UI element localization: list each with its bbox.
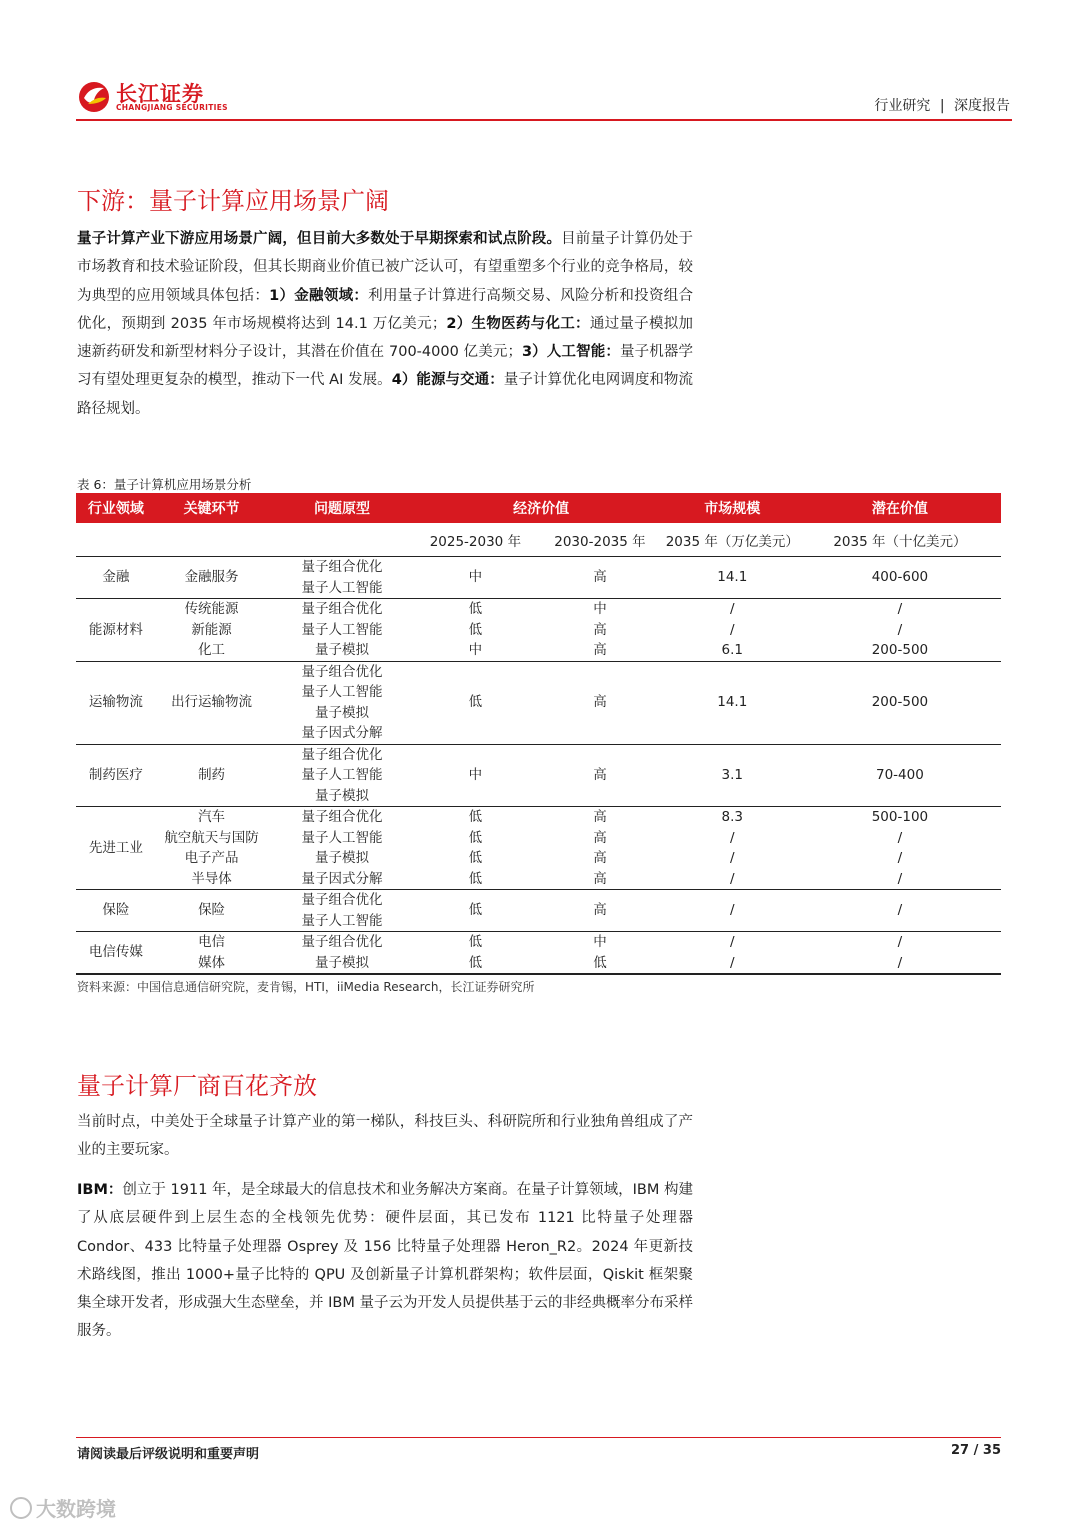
e1-cell bbox=[417, 599, 535, 662]
header-economic-value: 经济价值 bbox=[417, 493, 666, 523]
segment-line: 传统能源 bbox=[184, 601, 239, 617]
category-label: 行业研究 bbox=[874, 98, 931, 114]
econ-2025-2030-line: 低 bbox=[468, 870, 483, 887]
potential-cell bbox=[799, 890, 1001, 932]
potential-cell bbox=[799, 744, 1001, 807]
econ-2030-2035-line: 高 bbox=[593, 694, 607, 711]
item4-label: 4）能源与交通： bbox=[391, 372, 504, 389]
industry-cell: 制药医疗 bbox=[76, 744, 156, 807]
problem-line: 量子模拟 bbox=[315, 954, 369, 971]
potential-value-line: / bbox=[897, 621, 903, 638]
econ-2025-2030-line: 低 bbox=[468, 829, 483, 846]
problem-line: 量子组合优化 bbox=[301, 559, 383, 575]
problems-cell bbox=[267, 807, 416, 890]
problem-line: 量子因式分解 bbox=[301, 870, 383, 887]
item1-label: 1）金融领域： bbox=[269, 287, 369, 304]
table-row bbox=[76, 661, 1001, 744]
segment-line: 出行运输物流 bbox=[171, 694, 253, 711]
table-row bbox=[76, 744, 1001, 807]
e2-cell bbox=[534, 932, 665, 975]
market-size-line: / bbox=[729, 934, 735, 950]
table-caption: 表 6：量子计算机应用场景分析 bbox=[77, 477, 252, 492]
potential-cell bbox=[799, 661, 1001, 744]
segments-cell bbox=[156, 661, 268, 744]
market-size-line: / bbox=[729, 621, 735, 638]
econ-2030-2035-line: 高 bbox=[593, 809, 607, 825]
potential-value-line: / bbox=[897, 870, 903, 887]
vendors-intro-paragraph: 当前时点，中美处于全球量子计算产业的第一梯队，科技巨头、科研院所和行业独角兽组成了产业的主要玩家。 bbox=[77, 1114, 693, 1159]
segment-line: 电子产品 bbox=[184, 850, 239, 866]
item2-label: 2）生物医药与化工： bbox=[446, 315, 590, 332]
subheader-2025-2030: 2025-2030 年 bbox=[417, 523, 535, 557]
potential-cell bbox=[799, 807, 1001, 890]
segment-line: 新能源 bbox=[191, 621, 232, 638]
econ-2025-2030-line: 低 bbox=[468, 601, 483, 617]
problem-line: 量子人工智能 bbox=[301, 684, 383, 700]
potential-cell bbox=[799, 932, 1001, 975]
market-size-line: / bbox=[729, 601, 735, 617]
industry-cell: 能源材料 bbox=[76, 599, 156, 662]
logo-emblem-icon bbox=[76, 78, 112, 114]
watermark-text: 大数跨境 bbox=[36, 1497, 116, 1521]
problem-line: 量子人工智能 bbox=[301, 912, 383, 929]
problem-line: 量子人工智能 bbox=[301, 829, 383, 846]
potential-value-line: 200-500 bbox=[871, 642, 929, 658]
body-text-a: 目前量子计算仍处于市场教育和技术验证阶段，但其长期商业价值已被广泛认可，有望重塑多个行业的竞争格局，较为典型的应用领域具体包括： bbox=[77, 231, 694, 304]
problems-cell bbox=[267, 599, 416, 662]
segments-cell bbox=[156, 890, 268, 932]
econ-2025-2030-line: 低 bbox=[468, 954, 483, 971]
econ-2025-2030-line: 低 bbox=[468, 902, 483, 919]
e2-cell bbox=[534, 661, 665, 744]
report-type-label: 深度报告 bbox=[954, 98, 1010, 114]
problems-cell bbox=[267, 557, 416, 599]
section-title-downstream: 下游：量子计算应用场景广阔 bbox=[77, 187, 389, 215]
potential-value-line: 200-500 bbox=[871, 694, 929, 711]
item3-text: 量子机器学习有望处理更复杂的模型，推动下一代 AI 发展。 bbox=[77, 344, 693, 389]
category-separator: | bbox=[939, 98, 945, 114]
potential-value-line: / bbox=[897, 601, 903, 617]
econ-2025-2030-line: 低 bbox=[468, 850, 483, 866]
econ-2025-2030-line: 低 bbox=[468, 694, 483, 711]
problem-line: 量子因式分解 bbox=[301, 725, 383, 741]
market-size-line: / bbox=[729, 902, 735, 919]
e1-cell bbox=[417, 661, 535, 744]
report-category bbox=[874, 95, 1010, 115]
problem-line: 量子组合优化 bbox=[301, 601, 383, 617]
table-source-note: 资料来源：中国信息通信研究院，麦肯锡，HTI，iiMedia Research，长江证券研究所 bbox=[77, 980, 535, 994]
segments-cell bbox=[156, 744, 268, 807]
e1-cell bbox=[417, 557, 535, 599]
segment-line: 媒体 bbox=[198, 954, 226, 971]
table-header-row bbox=[76, 493, 1001, 523]
market-cell bbox=[666, 661, 799, 744]
table-body bbox=[76, 557, 1001, 975]
econ-2030-2035-line: 高 bbox=[593, 621, 607, 638]
segment-line: 化工 bbox=[198, 642, 226, 658]
potential-cell bbox=[799, 557, 1001, 599]
market-cell bbox=[666, 744, 799, 807]
logo-text-cn: 长江证券 bbox=[116, 82, 204, 106]
application-scenario-table bbox=[76, 493, 1001, 975]
problem-line: 量子模拟 bbox=[315, 704, 369, 721]
potential-value-line: / bbox=[897, 902, 903, 919]
segment-line: 电信 bbox=[198, 934, 226, 950]
market-cell bbox=[666, 807, 799, 890]
segment-line: 保险 bbox=[198, 902, 226, 919]
table-subheader-row bbox=[76, 523, 1001, 557]
header-market-size: 市场规模 bbox=[666, 493, 799, 523]
industry-cell: 运输物流 bbox=[76, 661, 156, 744]
econ-2030-2035-line: 中 bbox=[593, 934, 607, 950]
market-size-line: / bbox=[729, 850, 735, 866]
problem-line: 量子模拟 bbox=[315, 642, 369, 658]
e1-cell bbox=[417, 932, 535, 975]
page-number: 27 / 35 bbox=[951, 1443, 1001, 1458]
industry-cell: 电信传媒 bbox=[76, 932, 156, 975]
table-row bbox=[76, 932, 1001, 975]
e2-cell bbox=[534, 744, 665, 807]
header-problem: 问题原型 bbox=[267, 493, 416, 523]
econ-2030-2035-line: 高 bbox=[593, 829, 607, 846]
segments-cell bbox=[156, 932, 268, 975]
item1-text: 利用量子计算进行高频交易、风险分析和投资组合优化，预期到 2035 年市场规模将达到 14.1 万亿美元； bbox=[77, 287, 694, 332]
econ-2025-2030-line: 低 bbox=[468, 809, 483, 825]
segment-line: 航空航天与国防 bbox=[164, 829, 259, 846]
problems-cell bbox=[267, 744, 416, 807]
problem-line: 量子组合优化 bbox=[301, 809, 383, 825]
downstream-paragraph bbox=[77, 225, 693, 423]
segments-cell bbox=[156, 807, 268, 890]
table-row bbox=[76, 599, 1001, 662]
problem-line: 量子模拟 bbox=[315, 787, 369, 804]
econ-2025-2030-line: 中 bbox=[468, 642, 483, 658]
econ-2030-2035-line: 高 bbox=[593, 902, 607, 919]
econ-2030-2035-line: 高 bbox=[593, 642, 607, 658]
table-row bbox=[76, 557, 1001, 599]
problem-line: 量子组合优化 bbox=[301, 892, 383, 908]
problem-line: 量子组合优化 bbox=[301, 663, 383, 680]
e1-cell bbox=[417, 890, 535, 932]
industry-cell: 金融 bbox=[76, 557, 156, 599]
segments-cell bbox=[156, 557, 268, 599]
subheader-market-unit: 2035 年（万亿美元） bbox=[666, 523, 799, 557]
industry-cell: 先进工业 bbox=[76, 807, 156, 890]
econ-2030-2035-line: 高 bbox=[593, 870, 607, 887]
ibm-text: 创立于 1911 年，是全球最大的信息技术和业务解决方案商。在量子计算领域，IBM 构建了从底层硬件到上层生态的全栈领先优势：硬件层面，其已发布 1121 比特量子处理器 Condor、433 比特量子处理器 Osprey 及 156 比特量子处理器 Heron_R2。2024 年更新技术路线图，推出 1000+量子比特的 QPU 及创新量子计算机群架构；软件层面，Qiskit 框架聚集全球开发者，形成强大生态壁垒，并 IBM 量子云为开发人员提供基于云的非经典概率分布采样服务。 bbox=[77, 1182, 693, 1340]
header-segment: 关键环节 bbox=[156, 493, 268, 523]
potential-value-line: 70-400 bbox=[876, 767, 924, 783]
market-size-line: / bbox=[729, 870, 735, 887]
problems-cell bbox=[267, 932, 416, 975]
e1-cell bbox=[417, 807, 535, 890]
item2-text: 通过量子模拟加速新药研发和新型材料分子设计，其潜在价值在 700-4000 亿美元； bbox=[77, 315, 694, 361]
segment-line: 半导体 bbox=[191, 870, 232, 887]
market-cell bbox=[666, 557, 799, 599]
potential-cell bbox=[799, 599, 1001, 662]
e2-cell bbox=[534, 599, 665, 662]
market-size-line: 14.1 bbox=[717, 694, 748, 711]
market-size-line: / bbox=[729, 954, 735, 971]
e2-cell bbox=[534, 807, 665, 890]
potential-value-line: / bbox=[897, 934, 903, 950]
potential-value-line: 400-600 bbox=[871, 569, 929, 586]
ibm-label: IBM： bbox=[77, 1182, 123, 1198]
potential-value-line: / bbox=[897, 850, 903, 866]
problem-line: 量子人工智能 bbox=[301, 621, 383, 638]
header-potential-value: 潜在价值 bbox=[799, 493, 1001, 523]
market-cell bbox=[666, 932, 799, 975]
item3-label: 3）人工智能： bbox=[521, 344, 620, 361]
market-size-line: 3.1 bbox=[721, 767, 743, 783]
subheader-2030-2035: 2030-2035 年 bbox=[534, 523, 665, 557]
segment-line: 制药 bbox=[198, 767, 226, 783]
header-industry: 行业领域 bbox=[76, 493, 156, 523]
market-size-line: 14.1 bbox=[717, 569, 748, 586]
econ-2030-2035-line: 高 bbox=[593, 850, 607, 866]
econ-2025-2030-line: 低 bbox=[468, 934, 483, 950]
market-size-line: 6.1 bbox=[721, 642, 743, 658]
econ-2030-2035-line: 高 bbox=[593, 569, 607, 586]
market-cell bbox=[666, 599, 799, 662]
econ-2025-2030-line: 中 bbox=[468, 569, 483, 586]
e2-cell bbox=[534, 557, 665, 599]
segments-cell bbox=[156, 599, 268, 662]
segment-line: 汽车 bbox=[198, 809, 226, 825]
segment-line: 金融服务 bbox=[184, 569, 239, 586]
econ-2025-2030-line: 低 bbox=[468, 621, 483, 638]
econ-2025-2030-line: 中 bbox=[468, 767, 483, 783]
header-divider bbox=[76, 119, 1012, 121]
problem-line: 量子人工智能 bbox=[301, 767, 383, 783]
econ-2030-2035-line: 中 bbox=[593, 601, 607, 617]
market-size-line: 8.3 bbox=[721, 809, 743, 825]
company-logo bbox=[76, 78, 226, 116]
problems-cell bbox=[267, 661, 416, 744]
problem-line: 量子模拟 bbox=[315, 850, 369, 866]
e1-cell bbox=[417, 744, 535, 807]
potential-value-line: 500-100 bbox=[871, 809, 929, 825]
e2-cell bbox=[534, 890, 665, 932]
footer-divider bbox=[76, 1437, 1001, 1438]
section-title-vendors: 量子计算厂商百花齐放 bbox=[77, 1072, 317, 1100]
item4-text: 量子计算优化电网调度和物流路径规划。 bbox=[77, 372, 693, 417]
subheader-potential-unit: 2035 年（十亿美元） bbox=[799, 523, 1001, 557]
market-size-line: / bbox=[729, 829, 735, 846]
potential-value-line: / bbox=[897, 829, 903, 846]
econ-2030-2035-line: 低 bbox=[593, 954, 607, 971]
lead-bold-text: 量子计算产业下游应用场景广阔，但目前大多数处于早期探索和试点阶段。 bbox=[77, 231, 562, 247]
watermark-logo-icon bbox=[10, 1497, 32, 1519]
table-row bbox=[76, 807, 1001, 890]
watermark bbox=[10, 1493, 116, 1522]
problems-cell bbox=[267, 890, 416, 932]
potential-value-line: / bbox=[897, 954, 903, 971]
logo-text-en: CHANGJIANG SECURITIES bbox=[116, 103, 228, 112]
market-cell bbox=[666, 890, 799, 932]
problem-line: 量子组合优化 bbox=[301, 934, 383, 950]
problem-line: 量子人工智能 bbox=[301, 579, 383, 596]
problem-line: 量子组合优化 bbox=[301, 746, 383, 763]
industry-cell: 保险 bbox=[76, 890, 156, 932]
ibm-paragraph bbox=[77, 1176, 693, 1346]
table-row bbox=[76, 890, 1001, 932]
footer-disclaimer: 请阅读最后评级说明和重要声明 bbox=[77, 1447, 260, 1462]
econ-2030-2035-line: 高 bbox=[593, 767, 607, 783]
